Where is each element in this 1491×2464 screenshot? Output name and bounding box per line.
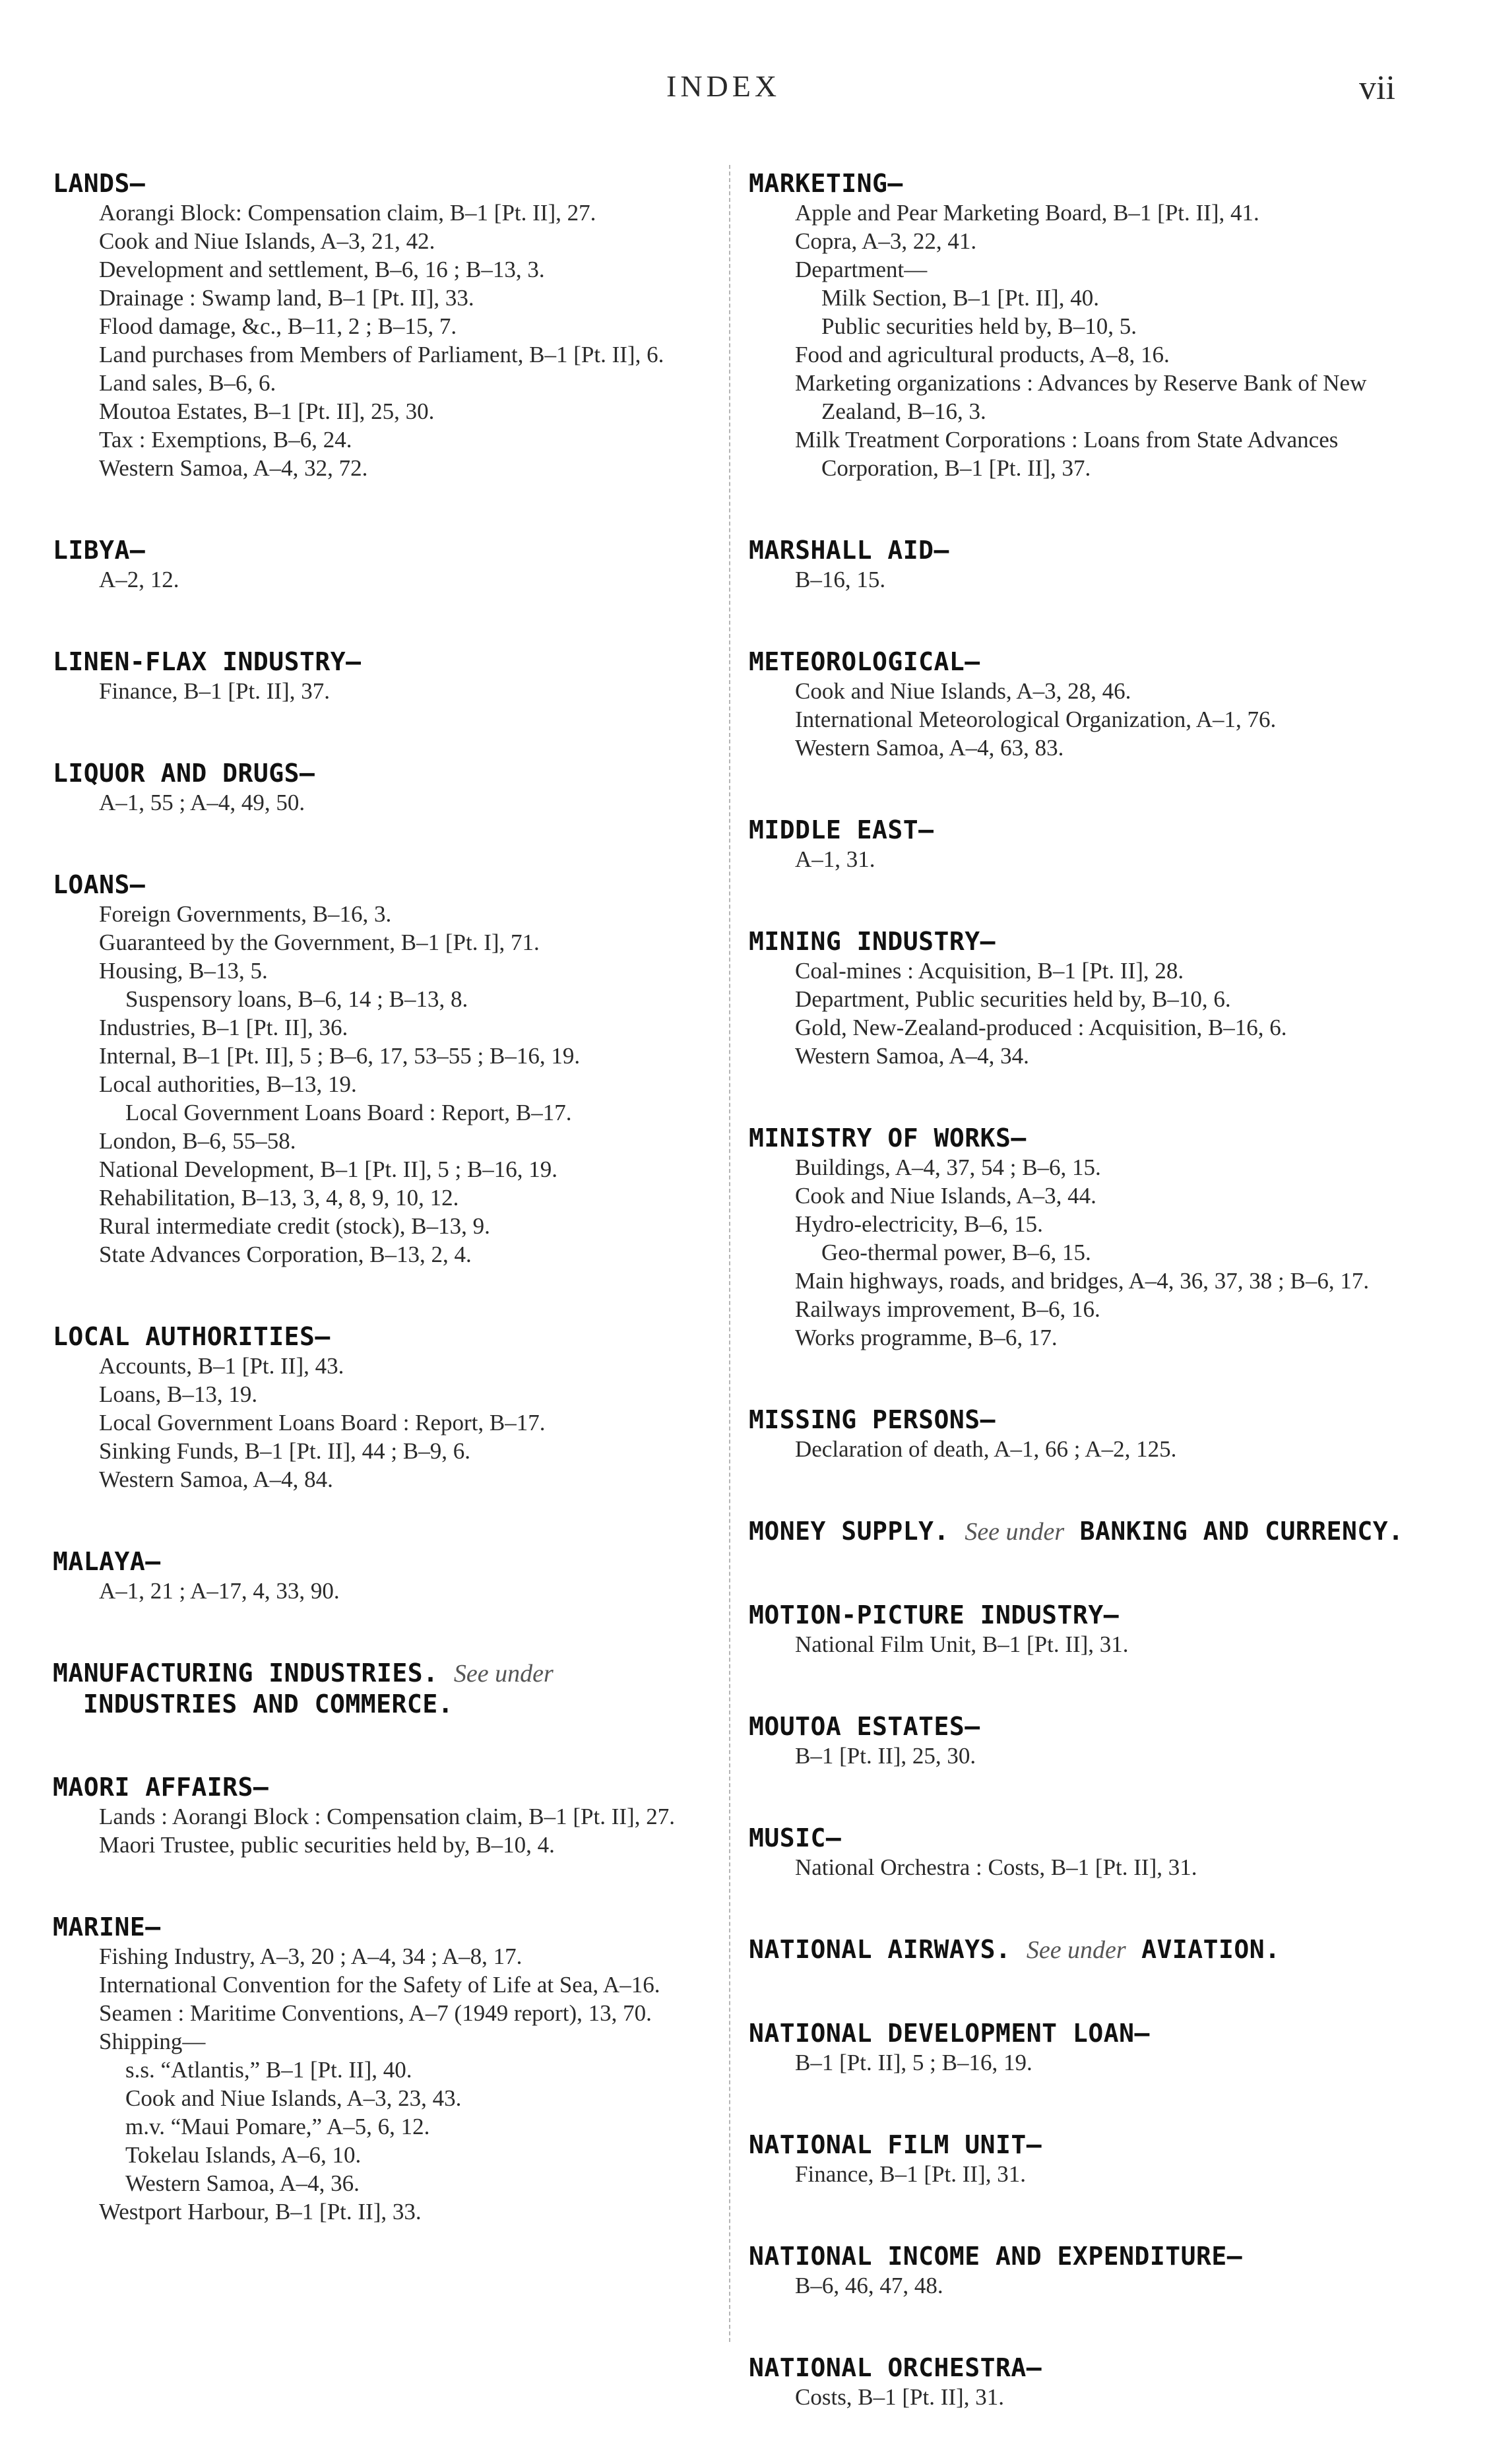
index-heading bbox=[53, 758, 713, 788]
index-heading bbox=[53, 1772, 713, 1802]
index-subentry: Foreign Governments, B–16, 3. bbox=[99, 901, 392, 927]
heading-text: MINING INDUSTRY— bbox=[749, 927, 996, 956]
index-subentry: Works programme, B–6, 17. bbox=[795, 1325, 1058, 1350]
heading-text: MARINE— bbox=[53, 1912, 161, 1942]
see-target: INDUSTRIES AND COMMERCE. bbox=[83, 1690, 454, 1719]
index-heading bbox=[749, 1934, 1432, 1965]
index-entry bbox=[53, 758, 713, 817]
index-subentry: Lands : Aorangi Block : Compensation claim, B–1 [Pt. II], 27. bbox=[99, 1804, 675, 1829]
index-subentry: Main highways, roads, and bridges, A–4, 36, 37, 38 ; B–6, 17. bbox=[795, 1268, 1370, 1294]
index-heading bbox=[53, 1321, 713, 1352]
index-subentry: Apple and Pear Marketing Board, B–1 [Pt. II], 41. bbox=[795, 200, 1259, 226]
index-subentry: Railways improvement, B–6, 16. bbox=[795, 1296, 1100, 1322]
see-reference: See under bbox=[1026, 1936, 1126, 1964]
index-heading bbox=[749, 1711, 1432, 1742]
index-heading bbox=[749, 1823, 1432, 1853]
index-heading bbox=[749, 2241, 1432, 2271]
see-target: AVIATION. bbox=[1141, 1935, 1281, 1964]
heading-text: MALAYA— bbox=[53, 1547, 161, 1576]
index-subentry: Maori Trustee, public securities held by, B–10, 4. bbox=[99, 1832, 555, 1858]
index-entry bbox=[749, 2353, 1432, 2411]
index-heading bbox=[53, 869, 713, 900]
index-subentry: Finance, B–1 [Pt. II], 31. bbox=[795, 2161, 1026, 2187]
index-entry bbox=[53, 1546, 713, 1605]
index-entry bbox=[53, 535, 713, 594]
index-subentry: Flood damage, &c., B–11, 2 ; B–15, 7. bbox=[99, 313, 457, 339]
index-entry bbox=[53, 1321, 713, 1494]
index-subentry: National Orchestra : Costs, B–1 [Pt. II], 31. bbox=[795, 1854, 1197, 1880]
index-subentry: A–1, 21 ; A–17, 4, 33, 90. bbox=[99, 1578, 340, 1604]
heading-text: LIQUOR AND DRUGS— bbox=[53, 759, 315, 788]
index-entry bbox=[749, 2018, 1432, 2077]
heading-text: LANDS— bbox=[53, 169, 146, 198]
index-subentry: Seamen : Maritime Conventions, A–7 (1949 report), 13, 70. bbox=[99, 2000, 652, 2026]
index-subentry: B–1 [Pt. II], 25, 30. bbox=[795, 1743, 976, 1769]
heading-text: LOCAL AUTHORITIES— bbox=[53, 1322, 331, 1351]
index-subentry: Marketing organizations : Advances by Reserve Bank of New Zealand, B–16, 3. bbox=[795, 370, 1367, 424]
index-entry bbox=[749, 1823, 1432, 1881]
heading-text: MAORI AFFAIRS— bbox=[53, 1773, 269, 1802]
heading-text: LINEN-FLAX INDUSTRY— bbox=[53, 647, 362, 676]
index-subentry: Aorangi Block: Compensation claim, B–1 [Pt. II], 27. bbox=[99, 200, 596, 226]
index-entry bbox=[53, 1912, 713, 2226]
see-reference: See under bbox=[453, 1660, 554, 1688]
right-index-column bbox=[749, 168, 1432, 2464]
index-subentry: B–6, 46, 47, 48. bbox=[795, 2273, 943, 2298]
index-entry bbox=[749, 1711, 1432, 1770]
index-subentry: International Meteorological Organization, A–1, 76. bbox=[795, 707, 1277, 732]
index-subentry: Hydro-electricity, B–6, 15. bbox=[795, 1211, 1043, 1237]
heading-text: NATIONAL FILM UNIT— bbox=[749, 2130, 1042, 2159]
index-heading bbox=[53, 535, 713, 565]
running-head bbox=[0, 69, 1491, 115]
index-subentry: Milk Treatment Corporations : Loans from State Advances Corporation, B–1 [Pt. II], 37. bbox=[795, 427, 1339, 481]
index-subentry: Costs, B–1 [Pt. II], 31. bbox=[795, 2384, 1004, 2410]
index-subentry: Accounts, B–1 [Pt. II], 43. bbox=[99, 1353, 344, 1379]
index-subentry: Cook and Niue Islands, A–3, 28, 46. bbox=[795, 678, 1131, 704]
index-heading bbox=[53, 168, 713, 199]
index-subentry: Local Government Loans Board : Report, B–17. bbox=[99, 1410, 546, 1436]
index-heading bbox=[749, 2353, 1432, 2383]
index-subentry: A–1, 55 ; A–4, 49, 50. bbox=[99, 790, 305, 815]
index-subentry: Local authorities, B–13, 19. bbox=[99, 1071, 357, 1097]
index-entry bbox=[53, 647, 713, 705]
index-subentry: Coal-mines : Acquisition, B–1 [Pt. II], 28. bbox=[795, 958, 1184, 984]
index-subentry: Geo-thermal power, B–6, 15. bbox=[821, 1240, 1091, 1265]
heading-text: LOANS— bbox=[53, 870, 146, 899]
index-entry bbox=[749, 1600, 1432, 1658]
heading-text: METEOROLOGICAL— bbox=[749, 647, 980, 676]
index-subentry: A–2, 12. bbox=[99, 567, 179, 592]
heading-text: NATIONAL DEVELOPMENT LOAN— bbox=[749, 2019, 1150, 2048]
index-entry bbox=[749, 2241, 1432, 2300]
index-subentry: Fishing Industry, A–3, 20 ; A–4, 34 ; A–8, 17. bbox=[99, 1943, 523, 1969]
index-heading bbox=[53, 1912, 713, 1942]
index-subentry: Internal, B–1 [Pt. II], 5 ; B–6, 17, 53–55 ; B–16, 19. bbox=[99, 1043, 581, 1069]
index-subentry: Public securities held by, B–10, 5. bbox=[821, 313, 1137, 339]
heading-text: MOUTOA ESTATES— bbox=[749, 1712, 980, 1741]
page-title: INDEX bbox=[666, 69, 781, 103]
index-subentry: Guaranteed by the Government, B–1 [Pt. I], 71. bbox=[99, 930, 540, 955]
index-subentry: Western Samoa, A–4, 84. bbox=[99, 1467, 333, 1492]
index-subentry: London, B–6, 55–58. bbox=[99, 1128, 296, 1154]
index-heading bbox=[749, 1405, 1432, 1435]
index-subentry: Gold, New-Zealand-produced : Acquisition, B–16, 6. bbox=[795, 1015, 1287, 1040]
index-entry bbox=[749, 1516, 1432, 1547]
index-entry bbox=[749, 1934, 1432, 1965]
index-subentry: International Convention for the Safety of Life at Sea, A–16. bbox=[99, 1972, 660, 1998]
index-subentry: Department, Public securities held by, B–10, 6. bbox=[795, 986, 1231, 1012]
index-subentry: Rehabilitation, B–13, 3, 4, 8, 9, 10, 12. bbox=[99, 1185, 459, 1211]
index-subentry: Land purchases from Members of Parliament, B–1 [Pt. II], 6. bbox=[99, 342, 664, 367]
index-subentry: Loans, B–13, 19. bbox=[99, 1381, 258, 1407]
heading-text: NATIONAL AIRWAYS. bbox=[749, 1935, 1011, 1964]
index-entry bbox=[749, 535, 1432, 594]
index-subentry: Food and agricultural products, A–8, 16. bbox=[795, 342, 1170, 367]
index-entry bbox=[749, 2130, 1432, 2188]
index-subentry: Western Samoa, A–4, 63, 83. bbox=[795, 735, 1064, 761]
index-heading bbox=[749, 168, 1432, 199]
index-subentry: Cook and Niue Islands, A–3, 44. bbox=[795, 1183, 1096, 1209]
index-heading bbox=[749, 2018, 1432, 2048]
index-heading bbox=[749, 926, 1432, 957]
index-subentry: Western Samoa, A–4, 34. bbox=[795, 1043, 1029, 1069]
heading-text: MOTION-PICTURE INDUSTRY— bbox=[749, 1600, 1120, 1629]
index-heading bbox=[749, 535, 1432, 565]
index-subentry: m.v. “Maui Pomare,” A–5, 6, 12. bbox=[125, 2114, 430, 2139]
index-entry bbox=[749, 926, 1432, 1070]
index-subentry: Western Samoa, A–4, 36. bbox=[125, 2170, 360, 2196]
index-subentry: National Development, B–1 [Pt. II], 5 ; B–16, 19. bbox=[99, 1156, 558, 1182]
index-subentry: B–1 [Pt. II], 5 ; B–16, 19. bbox=[795, 2050, 1032, 2075]
index-entry bbox=[749, 647, 1432, 762]
index-subentry: Copra, A–3, 22, 41. bbox=[795, 228, 977, 254]
heading-text: MINISTRY OF WORKS— bbox=[749, 1123, 1027, 1153]
index-subentry: Shipping— bbox=[99, 2029, 206, 2054]
index-subentry: Western Samoa, A–4, 32, 72. bbox=[99, 455, 368, 481]
index-subentry: Housing, B–13, 5. bbox=[99, 958, 268, 984]
index-entry bbox=[53, 869, 713, 1269]
index-subentry: Cook and Niue Islands, A–3, 21, 42. bbox=[99, 228, 435, 254]
index-subentry: State Advances Corporation, B–13, 2, 4. bbox=[99, 1242, 472, 1267]
heading-text: MUSIC— bbox=[749, 1823, 842, 1852]
index-subentry: Department— bbox=[795, 257, 928, 282]
index-heading bbox=[749, 1600, 1432, 1630]
index-heading bbox=[749, 2130, 1432, 2160]
index-subentry: Westport Harbour, B–1 [Pt. II], 33. bbox=[99, 2199, 422, 2225]
index-subentry: A–1, 31. bbox=[795, 846, 875, 872]
index-heading bbox=[749, 815, 1432, 845]
heading-text: LIBYA— bbox=[53, 536, 146, 565]
index-subentry: Rural intermediate credit (stock), B–13, 9. bbox=[99, 1213, 490, 1239]
index-entry bbox=[53, 168, 713, 482]
index-entry bbox=[53, 1658, 713, 1719]
heading-text: MISSING PERSONS— bbox=[749, 1405, 996, 1434]
heading-text: NATIONAL ORCHESTRA— bbox=[749, 2353, 1042, 2382]
index-subentry: Cook and Niue Islands, A–3, 23, 43. bbox=[125, 2085, 462, 2111]
see-target: BANKING AND CURRENCY. bbox=[1079, 1517, 1404, 1546]
index-subentry: Suspensory loans, B–6, 14 ; B–13, 8. bbox=[125, 986, 468, 1012]
index-heading bbox=[749, 647, 1432, 677]
heading-text: MARKETING— bbox=[749, 169, 903, 198]
index-subentry: Buildings, A–4, 37, 54 ; B–6, 15. bbox=[795, 1154, 1101, 1180]
index-subentry: Tokelau Islands, A–6, 10. bbox=[125, 2142, 362, 2168]
index-entry bbox=[749, 1405, 1432, 1463]
index-subentry: National Film Unit, B–1 [Pt. II], 31. bbox=[795, 1631, 1129, 1657]
index-subentry: Declaration of death, A–1, 66 ; A–2, 125. bbox=[795, 1436, 1177, 1462]
index-heading bbox=[749, 1123, 1432, 1153]
index-subentry: Local Government Loans Board : Report, B–17. bbox=[125, 1100, 572, 1125]
index-subentry: Land sales, B–6, 6. bbox=[99, 370, 276, 396]
index-subentry: B–16, 15. bbox=[795, 567, 886, 592]
heading-text: NATIONAL INCOME AND EXPENDITURE— bbox=[749, 2242, 1243, 2271]
index-entry bbox=[749, 168, 1432, 482]
heading-text: MONEY SUPPLY. bbox=[749, 1517, 949, 1546]
index-entry bbox=[749, 815, 1432, 873]
index-subentry: Tax : Exemptions, B–6, 24. bbox=[99, 427, 352, 453]
index-subentry: Finance, B–1 [Pt. II], 37. bbox=[99, 678, 330, 704]
index-entry bbox=[53, 1772, 713, 1859]
index-subentry: Milk Section, B–1 [Pt. II], 40. bbox=[821, 285, 1099, 311]
index-subentry: Industries, B–1 [Pt. II], 36. bbox=[99, 1015, 348, 1040]
index-subentry: Sinking Funds, B–1 [Pt. II], 44 ; B–9, 6. bbox=[99, 1438, 470, 1464]
heading-text: MIDDLE EAST— bbox=[749, 815, 934, 844]
index-subentry: Development and settlement, B–6, 16 ; B–13, 3. bbox=[99, 257, 545, 282]
see-reference: See under bbox=[965, 1518, 1065, 1546]
index-subentry: Moutoa Estates, B–1 [Pt. II], 25, 30. bbox=[99, 398, 435, 424]
left-index-column bbox=[53, 168, 713, 2279]
heading-text: MANUFACTURING INDUSTRIES. bbox=[53, 1658, 439, 1688]
index-subentry: s.s. “Atlantis,” B–1 [Pt. II], 40. bbox=[125, 2057, 412, 2083]
index-entry bbox=[749, 1123, 1432, 1352]
column-divider bbox=[729, 165, 730, 2342]
index-heading bbox=[749, 1516, 1432, 1547]
index-heading bbox=[53, 647, 713, 677]
index-heading bbox=[53, 1546, 713, 1577]
index-subentry: Drainage : Swamp land, B–1 [Pt. II], 33. bbox=[99, 285, 474, 311]
page-number: vii bbox=[1359, 69, 1395, 107]
heading-text: MARSHALL AID— bbox=[749, 536, 949, 565]
index-heading bbox=[53, 1658, 713, 1719]
